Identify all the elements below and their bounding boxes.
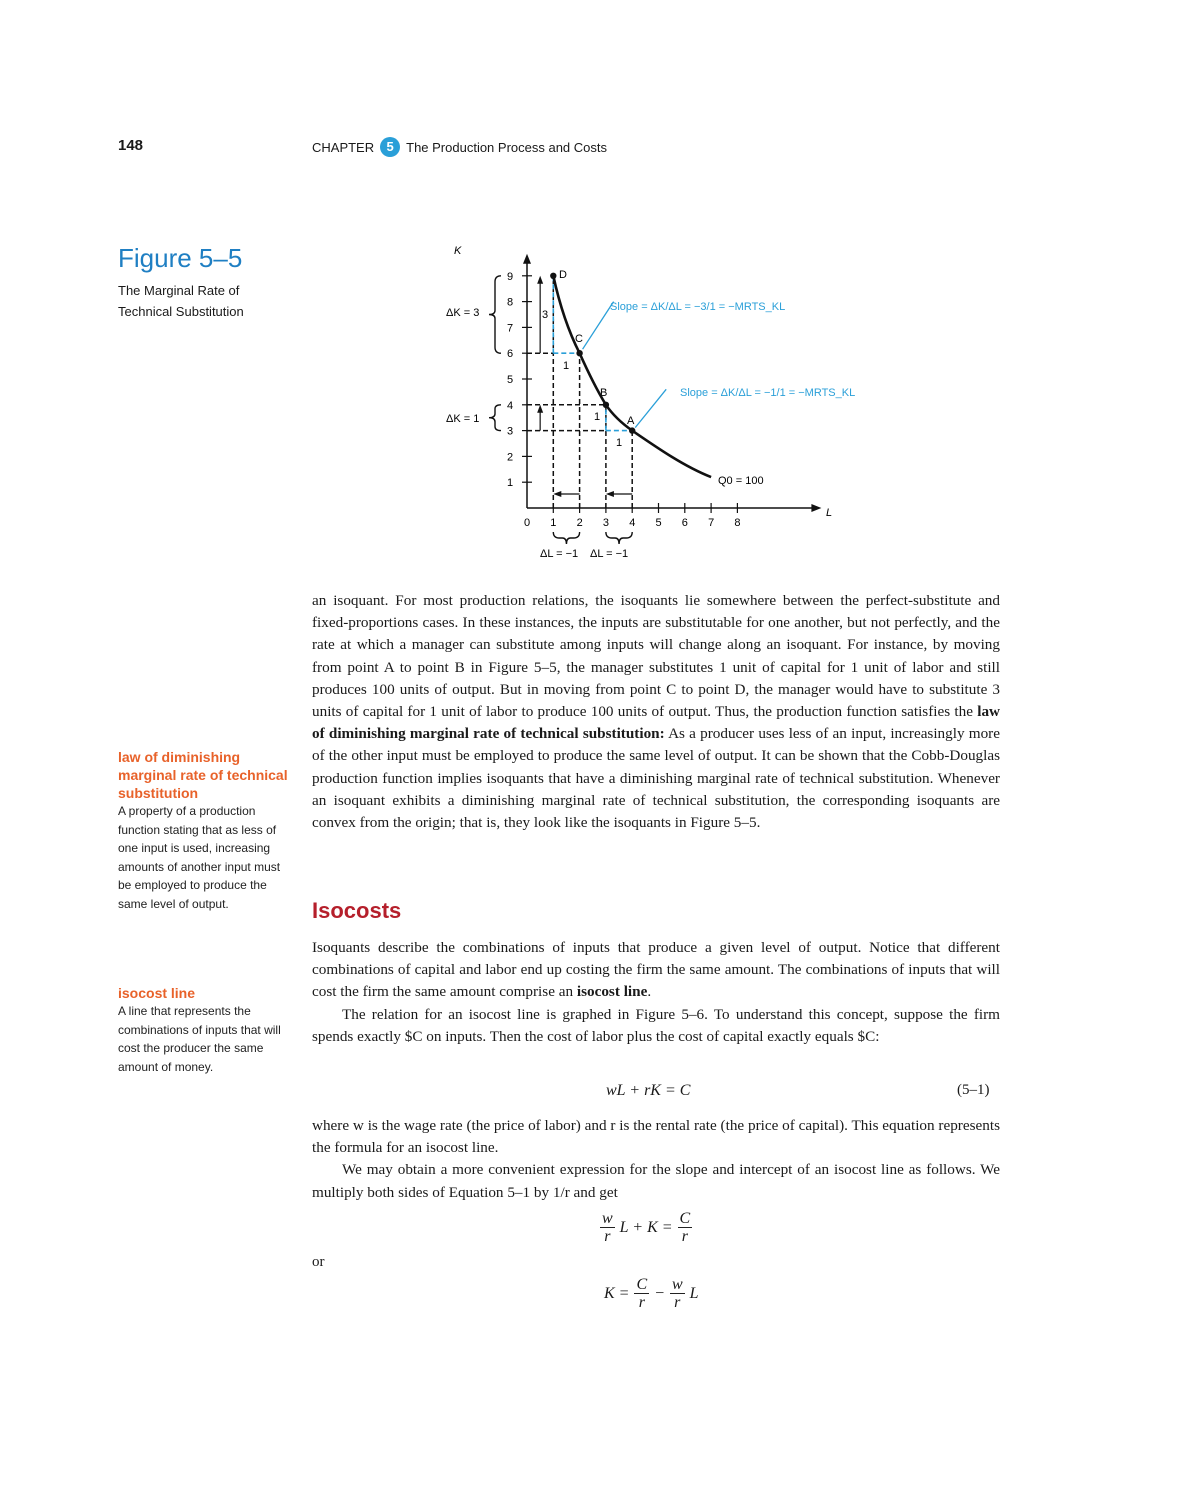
x-axis-arrow bbox=[811, 504, 821, 512]
x-tick-label: 6 bbox=[681, 517, 688, 529]
equation-middle: L + K = bbox=[619, 1218, 673, 1236]
point-c bbox=[576, 350, 582, 356]
equation-lhs: K = bbox=[604, 1284, 630, 1302]
slope-pointer-line bbox=[583, 302, 614, 350]
body-paragraph bbox=[312, 1115, 1000, 1204]
delta-l-right-label: ΔL = −1 bbox=[590, 548, 629, 560]
glossary-definition: A property of a production function stating that as less of one input is used, increasing amounts of another input must be employed to produce the same level of output. bbox=[118, 804, 281, 911]
paragraph-text: As a producer uses less of an input, increasingly more of the other input must be employed to produce the same level of output. It can be shown that the Cobb-Douglas production function implies isoquants that have a diminishing marginal rate of technical substitution. Whenever an isoquant exhibits a diminishing marginal rate of technical substitution, the corresponding isoquants are convex from the origin; that is, they look like the isoquants in Figure 5–5. bbox=[312, 725, 1000, 832]
paragraph-text: Isoquants describe the combinations of inputs that produce a given level of output. Notice that different combinations of capital and labor end up costing the firm the same amount. The combinations of inputs that will cost the firm the same amount comprise an bbox=[312, 939, 1000, 1001]
x-tick-label: 4 bbox=[629, 517, 636, 529]
delta-k-bottom-label: ΔK = 1 bbox=[446, 413, 480, 425]
minus-sign: − bbox=[654, 1284, 665, 1302]
body-paragraph bbox=[312, 590, 1000, 834]
point-label-c: C bbox=[575, 333, 583, 345]
y-tick-label: 1 bbox=[507, 477, 514, 490]
delta-l-left-label: ΔL = −1 bbox=[540, 548, 579, 560]
y-tick-label: 9 bbox=[507, 270, 514, 283]
glossary-definition: A line that represents the combinations of inputs that will cost the producer the same amount of money. bbox=[118, 1004, 281, 1074]
delta-k-brace bbox=[489, 405, 501, 431]
y-tick-label: 8 bbox=[507, 296, 514, 309]
chapter-title: The Production Process and Costs bbox=[406, 139, 608, 155]
figure-label: Figure 5–5 bbox=[118, 243, 243, 273]
y-tick-label: 3 bbox=[507, 425, 514, 438]
y-axis-arrow bbox=[523, 254, 531, 264]
delta-k-arrowhead bbox=[537, 405, 543, 413]
delta-k-arrowhead bbox=[537, 276, 543, 284]
fraction-w-over-r: $\frac{w}{r}$ bbox=[671, 1276, 683, 1311]
step-label-1b: 1 bbox=[594, 411, 601, 423]
delta-k-brace bbox=[489, 276, 501, 353]
running-head bbox=[312, 137, 607, 157]
figure-caption: The Marginal Rate of Technical Substitution bbox=[118, 283, 244, 319]
point-a bbox=[629, 427, 635, 433]
page-number: 148 bbox=[118, 137, 144, 154]
slope-annotation-bottom: Slope = ΔK/ΔL = −1/1 = −MRTS_KL bbox=[680, 387, 856, 399]
y-tick-label: 5 bbox=[507, 374, 514, 386]
x-axis-label: L bbox=[826, 507, 833, 519]
fraction-c-over-r: $\frac{C}{r}$ bbox=[679, 1210, 691, 1245]
chapter-number-badge: 5 bbox=[380, 137, 400, 157]
x-tick-label: 3 bbox=[602, 517, 610, 529]
paragraph-text: . bbox=[647, 983, 652, 1001]
step-label-1c: 1 bbox=[616, 437, 623, 449]
key-term: isocost line bbox=[576, 983, 648, 1001]
point-label-b: B bbox=[600, 387, 608, 399]
delta-l-brace bbox=[553, 532, 579, 544]
or-word: or bbox=[312, 1254, 325, 1270]
key-term: law of diminishing marginal rate of technical substitution: bbox=[312, 703, 1001, 743]
y-tick-label: 2 bbox=[507, 451, 514, 464]
section-heading: Isocosts bbox=[312, 898, 402, 923]
fraction-w-over-r: $\frac{w}{r}$ bbox=[602, 1210, 613, 1245]
curve-label: Q0 = 100 bbox=[718, 475, 764, 487]
x-tick-label: 2 bbox=[576, 517, 583, 529]
point-label-a: A bbox=[627, 415, 635, 427]
delta-l-arrowhead bbox=[606, 491, 614, 497]
glossary-entry bbox=[118, 748, 290, 913]
x-tick-label: 7 bbox=[708, 517, 715, 529]
step-label-1a: 1 bbox=[563, 360, 570, 372]
y-tick-label: 7 bbox=[507, 322, 514, 335]
delta-l-brace bbox=[606, 532, 632, 544]
equation-5-1: wL + rK = C bbox=[606, 1082, 691, 1099]
slope-annotation-top: Slope = ΔK/ΔL = −3/1 = −MRTS_KL bbox=[610, 301, 786, 313]
delta-l-arrowhead bbox=[553, 491, 561, 497]
isoquant-chart bbox=[430, 238, 890, 578]
point-d bbox=[550, 273, 556, 279]
body-paragraph bbox=[312, 937, 1000, 1048]
point-b bbox=[603, 402, 609, 408]
equation-scaled bbox=[600, 1210, 692, 1245]
chapter-label: CHAPTER bbox=[312, 139, 375, 155]
glossary-term: law of diminishing marginal rate of technical substitution bbox=[118, 749, 288, 801]
x-tick-label: 5 bbox=[655, 517, 662, 529]
point-label-d: D bbox=[559, 269, 567, 281]
x-tick-label: 8 bbox=[734, 517, 741, 529]
y-tick-label: 6 bbox=[507, 348, 514, 361]
fraction-c-over-r: $\frac{C}{r}$ bbox=[636, 1276, 648, 1311]
paragraph-text: The relation for an isocost line is graphed in Figure 5–6. To understand this concept, suppose the firm spends exactly $C on inputs. Then the cost of labor plus the cost of capital exactly equals $C: bbox=[312, 1005, 1000, 1045]
paragraph-text: where w is the wage rate (the price of labor) and r is the rental rate (the price of capital). This equation represents the formula for an isocost line. bbox=[312, 1117, 1000, 1157]
y-tick-label: 4 bbox=[507, 399, 514, 412]
slope-pointer-line bbox=[635, 389, 666, 427]
glossary-term: isocost line bbox=[118, 985, 196, 1001]
paragraph-text: We may obtain a more convenient expression for the slope and intercept of an isocost line as follows. We multiply both sides of Equation 5–1 by 1/r and get bbox=[312, 1161, 1000, 1201]
equation-number: (5–1) bbox=[957, 1082, 990, 1098]
step-label-3: 3 bbox=[542, 309, 549, 321]
x-tick-label: 0 bbox=[524, 517, 531, 529]
glossary-entry bbox=[118, 984, 290, 1076]
delta-k-top-label: ΔK = 3 bbox=[446, 307, 480, 319]
y-axis-label: K bbox=[454, 245, 462, 257]
paragraph-text: an isoquant. For most production relations, the isoquants lie somewhere between the perfect-substitute and fixed-proportions cases. In these instances, the inputs are substitutable for one another, but not perfectly, and the rate at which a manager can substitute among inputs will change along an isoquant. For instance, by moving from point A to point B in Figure 5–5, the manager substitutes 1 unit of capital for 1 unit of labor and still produces 100 units of output. But in moving from point C to point D, the manager would have to substitute 3 units of capital for 1 unit of labor to produce 100 units of output. Thus, the production function satisfies the bbox=[312, 592, 1000, 721]
x-tick-label: 1 bbox=[550, 517, 557, 529]
equation-l: L bbox=[689, 1284, 699, 1302]
equation-isocost-slope bbox=[604, 1276, 699, 1311]
